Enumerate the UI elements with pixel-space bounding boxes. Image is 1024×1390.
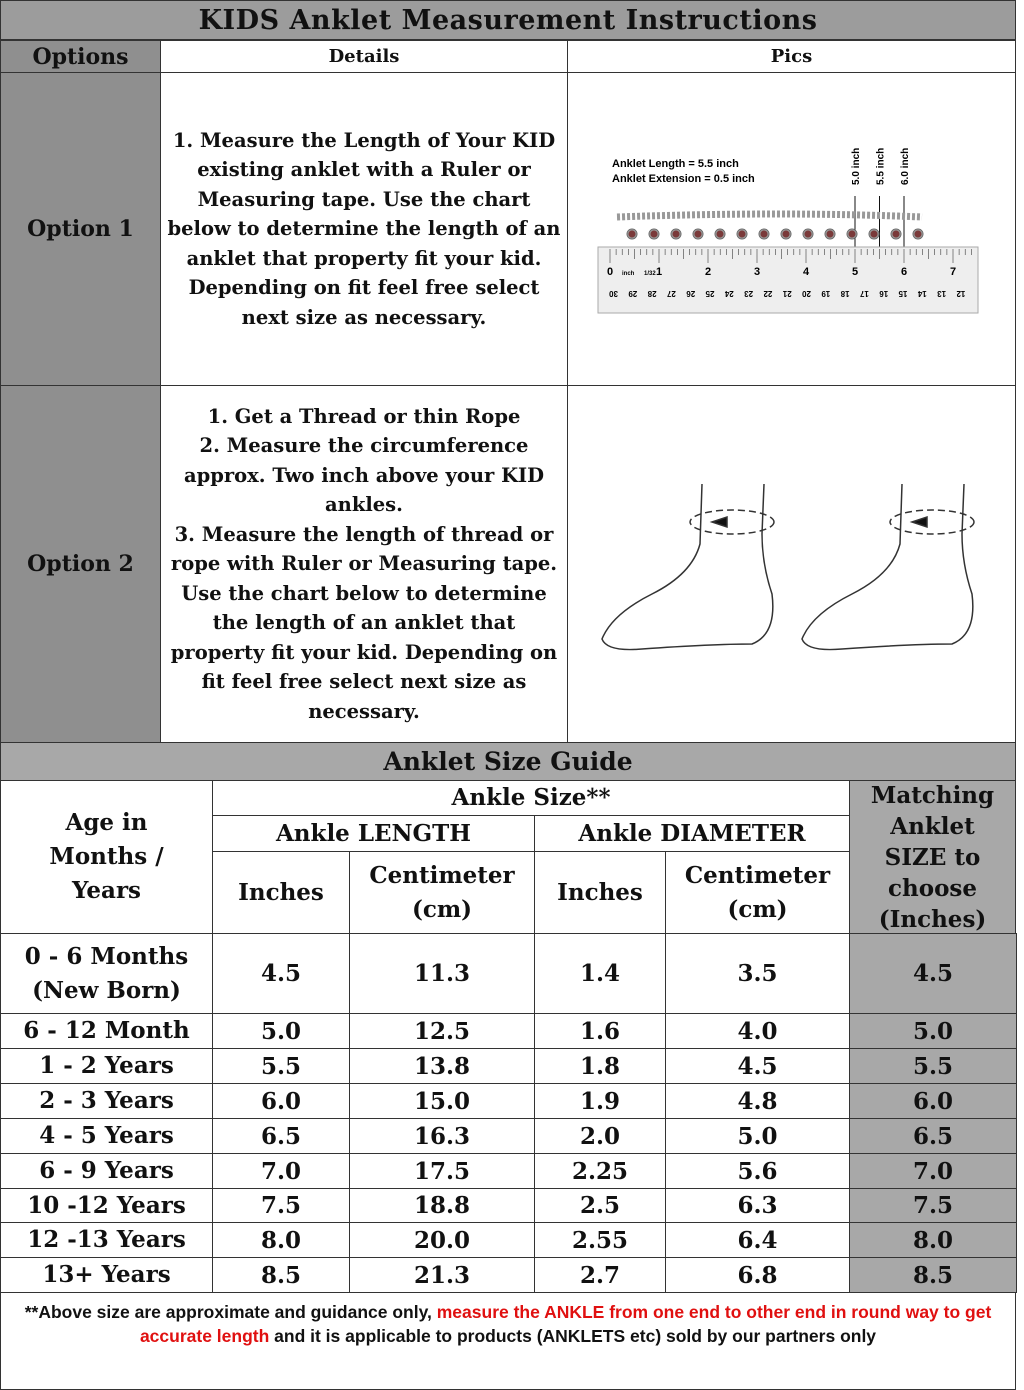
diameter-inches-header: Inches [534, 851, 666, 934]
cell-length-inches: 5.5 [212, 1048, 350, 1084]
ruler-cm-number: 30 [608, 289, 618, 298]
cell-length-inches: 6.5 [212, 1118, 350, 1154]
ruler-cm-number: 23 [743, 289, 753, 298]
footer-note-part3: and it is applicable to products (ANKLETS etc) sold by our partners only [269, 1326, 877, 1346]
ruler-inch-number: 5 [851, 266, 858, 278]
cell-length-inches: 8.0 [212, 1222, 350, 1258]
cell-age: 4 - 5 Years [0, 1118, 213, 1154]
cell-diameter-cm: 6.8 [665, 1257, 850, 1293]
cell-diameter-cm: 3.5 [665, 933, 850, 1014]
ruler-cm-number: 22 [762, 289, 772, 298]
diameter-cm-header: Centimeter (cm) [665, 851, 850, 934]
foot-right-icon [802, 484, 974, 650]
cell-length-cm: 18.8 [349, 1188, 535, 1223]
cell-diameter-inches: 1.6 [534, 1013, 666, 1049]
ruler-cm-number: 28 [647, 289, 657, 298]
ruler-inch-label: inch [621, 271, 634, 277]
cell-matching-size: 6.5 [849, 1118, 1017, 1154]
cell-length-cm: 15.0 [349, 1083, 535, 1119]
ruler-cm-number: 21 [782, 289, 792, 298]
cell-length-cm: 11.3 [349, 933, 535, 1014]
ruler-inch-number: 0 [606, 266, 613, 278]
cell-age: 12 -13 Years [0, 1222, 213, 1258]
cell-diameter-inches: 2.0 [534, 1118, 666, 1154]
cell-diameter-cm: 5.0 [665, 1118, 850, 1154]
ruler-cm-number: 24 [724, 289, 734, 298]
ruler-cm-number: 29 [627, 289, 637, 298]
ruler-cm-number: 20 [801, 289, 811, 298]
option2-details [160, 385, 568, 743]
cell-length-cm: 17.5 [349, 1153, 535, 1189]
option1-details: 1. Measure the Length of Your KID existing anklet with a Ruler or Measuring tape. Use the chart below to determine the length of an anklet that property fit your kid. Depending on fit feel free select next size as necessary. [160, 72, 568, 386]
ruler-fraction-label: 1/32 [643, 271, 656, 277]
length-marker-label: 5.0 inch [850, 147, 862, 185]
ruler-inch-number: 2 [704, 266, 711, 278]
footer-note [0, 1292, 1016, 1390]
ruler-cm-number: 27 [666, 289, 676, 298]
ruler-illustration [582, 119, 1002, 339]
header-details: Details [160, 40, 568, 73]
cell-diameter-inches: 2.25 [534, 1153, 666, 1189]
ruler-cm-number: 18 [840, 289, 850, 298]
cell-length-cm: 20.0 [349, 1222, 535, 1258]
cell-length-cm: 21.3 [349, 1257, 535, 1293]
option1-label: Option 1 [0, 72, 161, 386]
length-cm-header: Centimeter (cm) [349, 851, 535, 934]
cell-length-inches: 6.0 [212, 1083, 350, 1119]
cell-diameter-inches: 2.5 [534, 1188, 666, 1223]
cell-diameter-inches: 2.55 [534, 1222, 666, 1258]
ankle-size-header: Ankle Size** [212, 780, 850, 816]
page-title: KIDS Anklet Measurement Instructions [0, 0, 1016, 40]
header-options: Options [0, 40, 161, 73]
age-header: Age in Months / Years [0, 780, 213, 934]
ruler-cm-number: 16 [878, 289, 888, 298]
cell-diameter-cm: 5.6 [665, 1153, 850, 1189]
footer-note-part1: **Above size are approximate and guidance only, [24, 1302, 437, 1322]
ruler-cm-number: 19 [820, 289, 830, 298]
cell-age: 0 - 6 Months (New Born) [0, 933, 213, 1014]
cell-length-inches: 5.0 [212, 1013, 350, 1049]
cell-age: 1 - 2 Years [0, 1048, 213, 1084]
ruler-inch-number: 6 [900, 266, 907, 278]
cell-diameter-inches: 1.4 [534, 933, 666, 1014]
footer-note-highlight: measure the ANKLE from one end to other end in round way to get accurate length [139, 1302, 992, 1346]
ruler-cm-number: 15 [898, 289, 907, 298]
cell-matching-size: 7.0 [849, 1153, 1017, 1189]
ruler-cm-number: 17 [859, 289, 869, 298]
option2-label: Option 2 [0, 385, 161, 743]
cell-diameter-cm: 4.5 [665, 1048, 850, 1084]
cell-length-inches: 7.5 [212, 1188, 350, 1223]
ruler-inch-number: 4 [802, 266, 809, 278]
cell-matching-size: 5.0 [849, 1013, 1017, 1049]
ruler-cm-number: 13 [936, 289, 946, 298]
cell-age: 10 -12 Years [0, 1188, 213, 1223]
ankle-length-header: Ankle LENGTH [212, 815, 535, 852]
option2-feet-picture [567, 385, 1016, 743]
cell-diameter-inches: 1.8 [534, 1048, 666, 1084]
ruler-cm-number: 12 [955, 289, 965, 298]
cell-age: 6 - 9 Years [0, 1153, 213, 1189]
cell-age: 13+ Years [0, 1257, 213, 1293]
cell-length-inches: 8.5 [212, 1257, 350, 1293]
cell-diameter-cm: 6.4 [665, 1222, 850, 1258]
cell-length-inches: 7.0 [212, 1153, 350, 1189]
length-inches-header: Inches [212, 851, 350, 934]
cell-length-inches: 4.5 [212, 933, 350, 1014]
cell-diameter-cm: 6.3 [665, 1188, 850, 1223]
option2-step-2: 2. Measure the circumference approx. Two inch above your KID ankles. [183, 434, 545, 517]
foot-left-icon [602, 484, 774, 650]
ruler-inch-number: 1 [655, 266, 662, 278]
option1-ruler-picture [567, 72, 1016, 386]
ruler-inch-number: 7 [949, 266, 956, 278]
ruler-cm-number: 25 [705, 289, 714, 298]
cell-diameter-inches: 1.9 [534, 1083, 666, 1119]
cell-age: 6 - 12 Month [0, 1013, 213, 1049]
cell-diameter-cm: 4.8 [665, 1083, 850, 1119]
matching-size-header: Matching Anklet SIZE to choose (Inches) [849, 780, 1016, 934]
cell-length-cm: 16.3 [349, 1118, 535, 1154]
header-pics: Pics [567, 40, 1016, 73]
feet-illustration [582, 464, 1002, 664]
anklet-extension-label: Anklet Extension = 0.5 inch [611, 173, 755, 185]
cell-matching-size: 4.5 [849, 933, 1017, 1014]
cell-matching-size: 6.0 [849, 1083, 1017, 1119]
ruler-inch-number: 3 [753, 266, 760, 278]
cell-length-cm: 12.5 [349, 1013, 535, 1049]
cell-matching-size: 7.5 [849, 1188, 1017, 1223]
cell-matching-size: 8.5 [849, 1257, 1017, 1293]
length-marker-label: 6.0 inch [899, 147, 911, 185]
cell-length-cm: 13.8 [349, 1048, 535, 1084]
ankle-diameter-header: Ankle DIAMETER [534, 815, 850, 852]
ruler-cm-number: 26 [685, 289, 695, 298]
cell-matching-size: 5.5 [849, 1048, 1017, 1084]
cell-matching-size: 8.0 [849, 1222, 1017, 1258]
cell-age: 2 - 3 Years [0, 1083, 213, 1119]
option2-step-1: 1. Get a Thread or thin Rope [207, 404, 521, 428]
size-guide-title: Anklet Size Guide [0, 742, 1016, 781]
length-marker-label: 5.5 inch [875, 147, 886, 185]
ruler-cm-number: 14 [917, 289, 927, 298]
cell-diameter-inches: 2.7 [534, 1257, 666, 1293]
anklet-length-label: Anklet Length = 5.5 inch [611, 158, 739, 170]
cell-diameter-cm: 4.0 [665, 1013, 850, 1049]
option2-step-3: 3. Measure the length of thread or rope with Ruler or Measuring tape. Use the chart below to determine the length of an anklet that property fit your kid. Depending on fit feel free select next size as necessary. [170, 522, 558, 723]
